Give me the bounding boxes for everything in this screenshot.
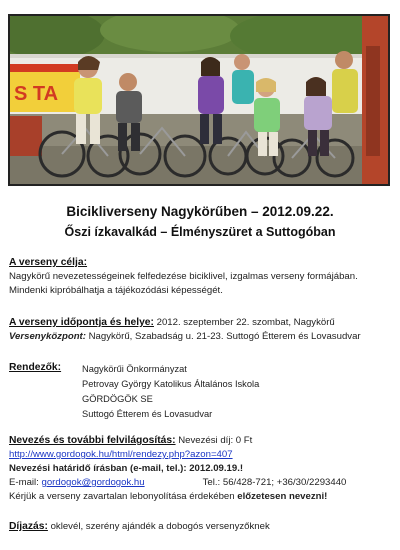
request-text: Kérjük a verseny zavartalan lebonyolítása érdekében xyxy=(9,491,238,502)
registration-section xyxy=(9,434,394,504)
time-place-section xyxy=(9,316,394,344)
organizers-list xyxy=(82,362,259,422)
prizes-heading: Díjazás: xyxy=(9,521,48,532)
phone-numbers: Tel.: 56/428-721; +36/30/2293440 xyxy=(202,477,347,488)
goal-heading: A verseny célja: xyxy=(9,257,88,268)
goal-section xyxy=(9,256,394,298)
email-label: E-mail: xyxy=(9,477,42,488)
time-place-heading: A verseny időpontja és helye: xyxy=(9,317,154,328)
event-photo xyxy=(8,14,390,186)
organizer-item: Suttogó Étterem és Lovasudvar xyxy=(82,409,213,419)
email-link[interactable]: gordogok@gordogok.hu xyxy=(41,477,145,488)
registration-deadline: Nevezési határidő írásban (e-mail, tel.): 2012.09.19.! xyxy=(9,463,244,474)
organizer-item: Nagykörűi Önkormányzat xyxy=(82,364,187,374)
registration-heading: Nevezés és további felvilágosítás: xyxy=(9,435,176,446)
prizes-value: oklevél, szerény ajándék a dobogós versenyzőknek xyxy=(47,521,270,532)
sign-text: S TA xyxy=(14,83,59,105)
page-subtitle: Őszi ízkavalkád – Élményszüret a Suttogóban xyxy=(64,225,336,239)
goal-line-1: Nagykörű nevezetességeinek felfedezése biciklivel, izgalmas verseny formájában. xyxy=(9,271,358,282)
center-label: Versenyközpont: xyxy=(9,331,86,342)
goal-line-2: Mindenki kipróbálhatja a tájékozódási képességét. xyxy=(9,285,223,296)
photo-children-bicycles xyxy=(10,16,388,184)
page-title: Bicikliverseny Nagykörűben – 2012.09.22. xyxy=(66,204,334,219)
organizers-heading: Rendezők: xyxy=(9,362,62,373)
time-place-value: 2012. szeptember 22. szombat, Nagykörű xyxy=(153,317,335,328)
registration-fee: Nevezési díj: 0 Ft xyxy=(175,435,253,446)
organizer-item: GÖRDÖGÖK SE xyxy=(82,394,153,404)
request-bold: előzetesen nevezni! xyxy=(237,491,328,502)
center-value: Nagykörű, Szabadság u. 21-23. Suttogó Étterem és Lovasudvar xyxy=(85,331,361,342)
registration-link[interactable]: http://www.gordogok.hu/html/rendezy.php?azon=407 xyxy=(9,449,233,460)
prizes-section xyxy=(9,520,394,534)
organizer-item: Petrovay György Katolikus Általános Iskola xyxy=(82,379,260,389)
